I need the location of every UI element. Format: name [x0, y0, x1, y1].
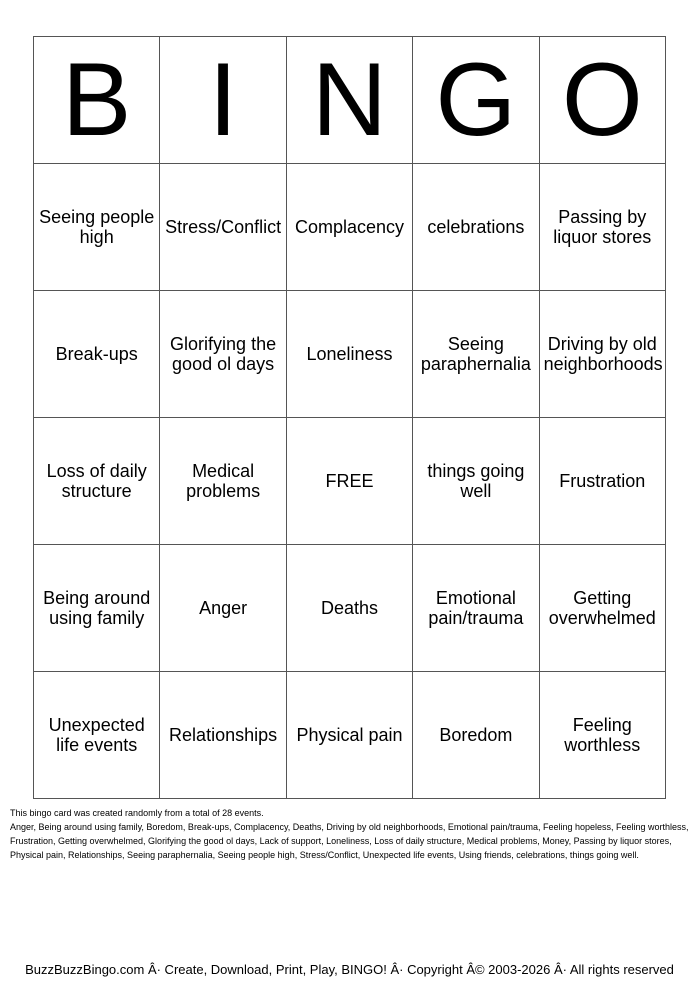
bingo-cell: things going well: [413, 418, 539, 545]
bingo-cell: Getting overwhelmed: [539, 545, 665, 672]
bingo-row: [34, 545, 666, 672]
bingo-cell: Loss of daily structure: [34, 418, 160, 545]
bingo-cell: Break-ups: [34, 291, 160, 418]
card-info: [10, 806, 692, 862]
footer-copyright: BuzzBuzzBingo.com Â· Create, Download, Print, Play, BINGO! Â· Copyright Â© 2003-2026 Â· All rights reserved: [25, 962, 674, 977]
bingo-cell: Loneliness: [286, 291, 412, 418]
bingo-header-row: [34, 37, 666, 164]
bingo-cell: Driving by old neighborhoods: [539, 291, 665, 418]
bingo-cell: Deaths: [286, 545, 412, 672]
bingo-row: [34, 164, 666, 291]
bingo-cell: Passing by liquor stores: [539, 164, 665, 291]
bingo-cell: Unexpected life events: [34, 672, 160, 799]
bingo-cell: celebrations: [413, 164, 539, 291]
card-info-summary: This bingo card was created randomly from a total of 28 events.: [10, 808, 264, 818]
header-letter-b: B: [34, 37, 160, 164]
bingo-cell: Anger: [160, 545, 286, 672]
bingo-cell: Complacency: [286, 164, 412, 291]
bingo-row: [34, 672, 666, 799]
bingo-cell: Boredom: [413, 672, 539, 799]
free-space-cell: FREE: [286, 418, 412, 545]
bingo-cell: Seeing people high: [34, 164, 160, 291]
bingo-row: [34, 291, 666, 418]
bingo-cell: Physical pain: [286, 672, 412, 799]
bingo-cell: Emotional pain/trauma: [413, 545, 539, 672]
header-letter-n: N: [286, 37, 412, 164]
header-letter-i: I: [160, 37, 286, 164]
bingo-cell: Medical problems: [160, 418, 286, 545]
bingo-cell: Glorifying the good ol days: [160, 291, 286, 418]
bingo-cell: Feeling worthless: [539, 672, 665, 799]
bingo-row: [34, 418, 666, 545]
header-letter-g: G: [413, 37, 539, 164]
bingo-cell: Frustration: [539, 418, 665, 545]
bingo-card: [33, 36, 666, 799]
card-info-event-list: Anger, Being around using family, Boredom, Break-ups, Complacency, Deaths, Driving by old neighborhoods, Emotional pain/trauma, Feeling hopeless, Feeling worthless, Frustration, Getting overwhelmed, Glorifying the good ol days, Lack of support, Loneliness, Loss of daily structure, Medical problems, Money, Passing by liquor stores, Physical pain, Relationships, Seeing paraphernalia, Seeing people high, Stress/Conflict, Unexpected life events, Using friends, celebrations, things going well.: [10, 822, 689, 860]
bingo-cell: Seeing paraphernalia: [413, 291, 539, 418]
header-letter-o: O: [539, 37, 665, 164]
bingo-cell: Being around using family: [34, 545, 160, 672]
bingo-cell: Relationships: [160, 672, 286, 799]
bingo-cell: Stress/Conflict: [160, 164, 286, 291]
